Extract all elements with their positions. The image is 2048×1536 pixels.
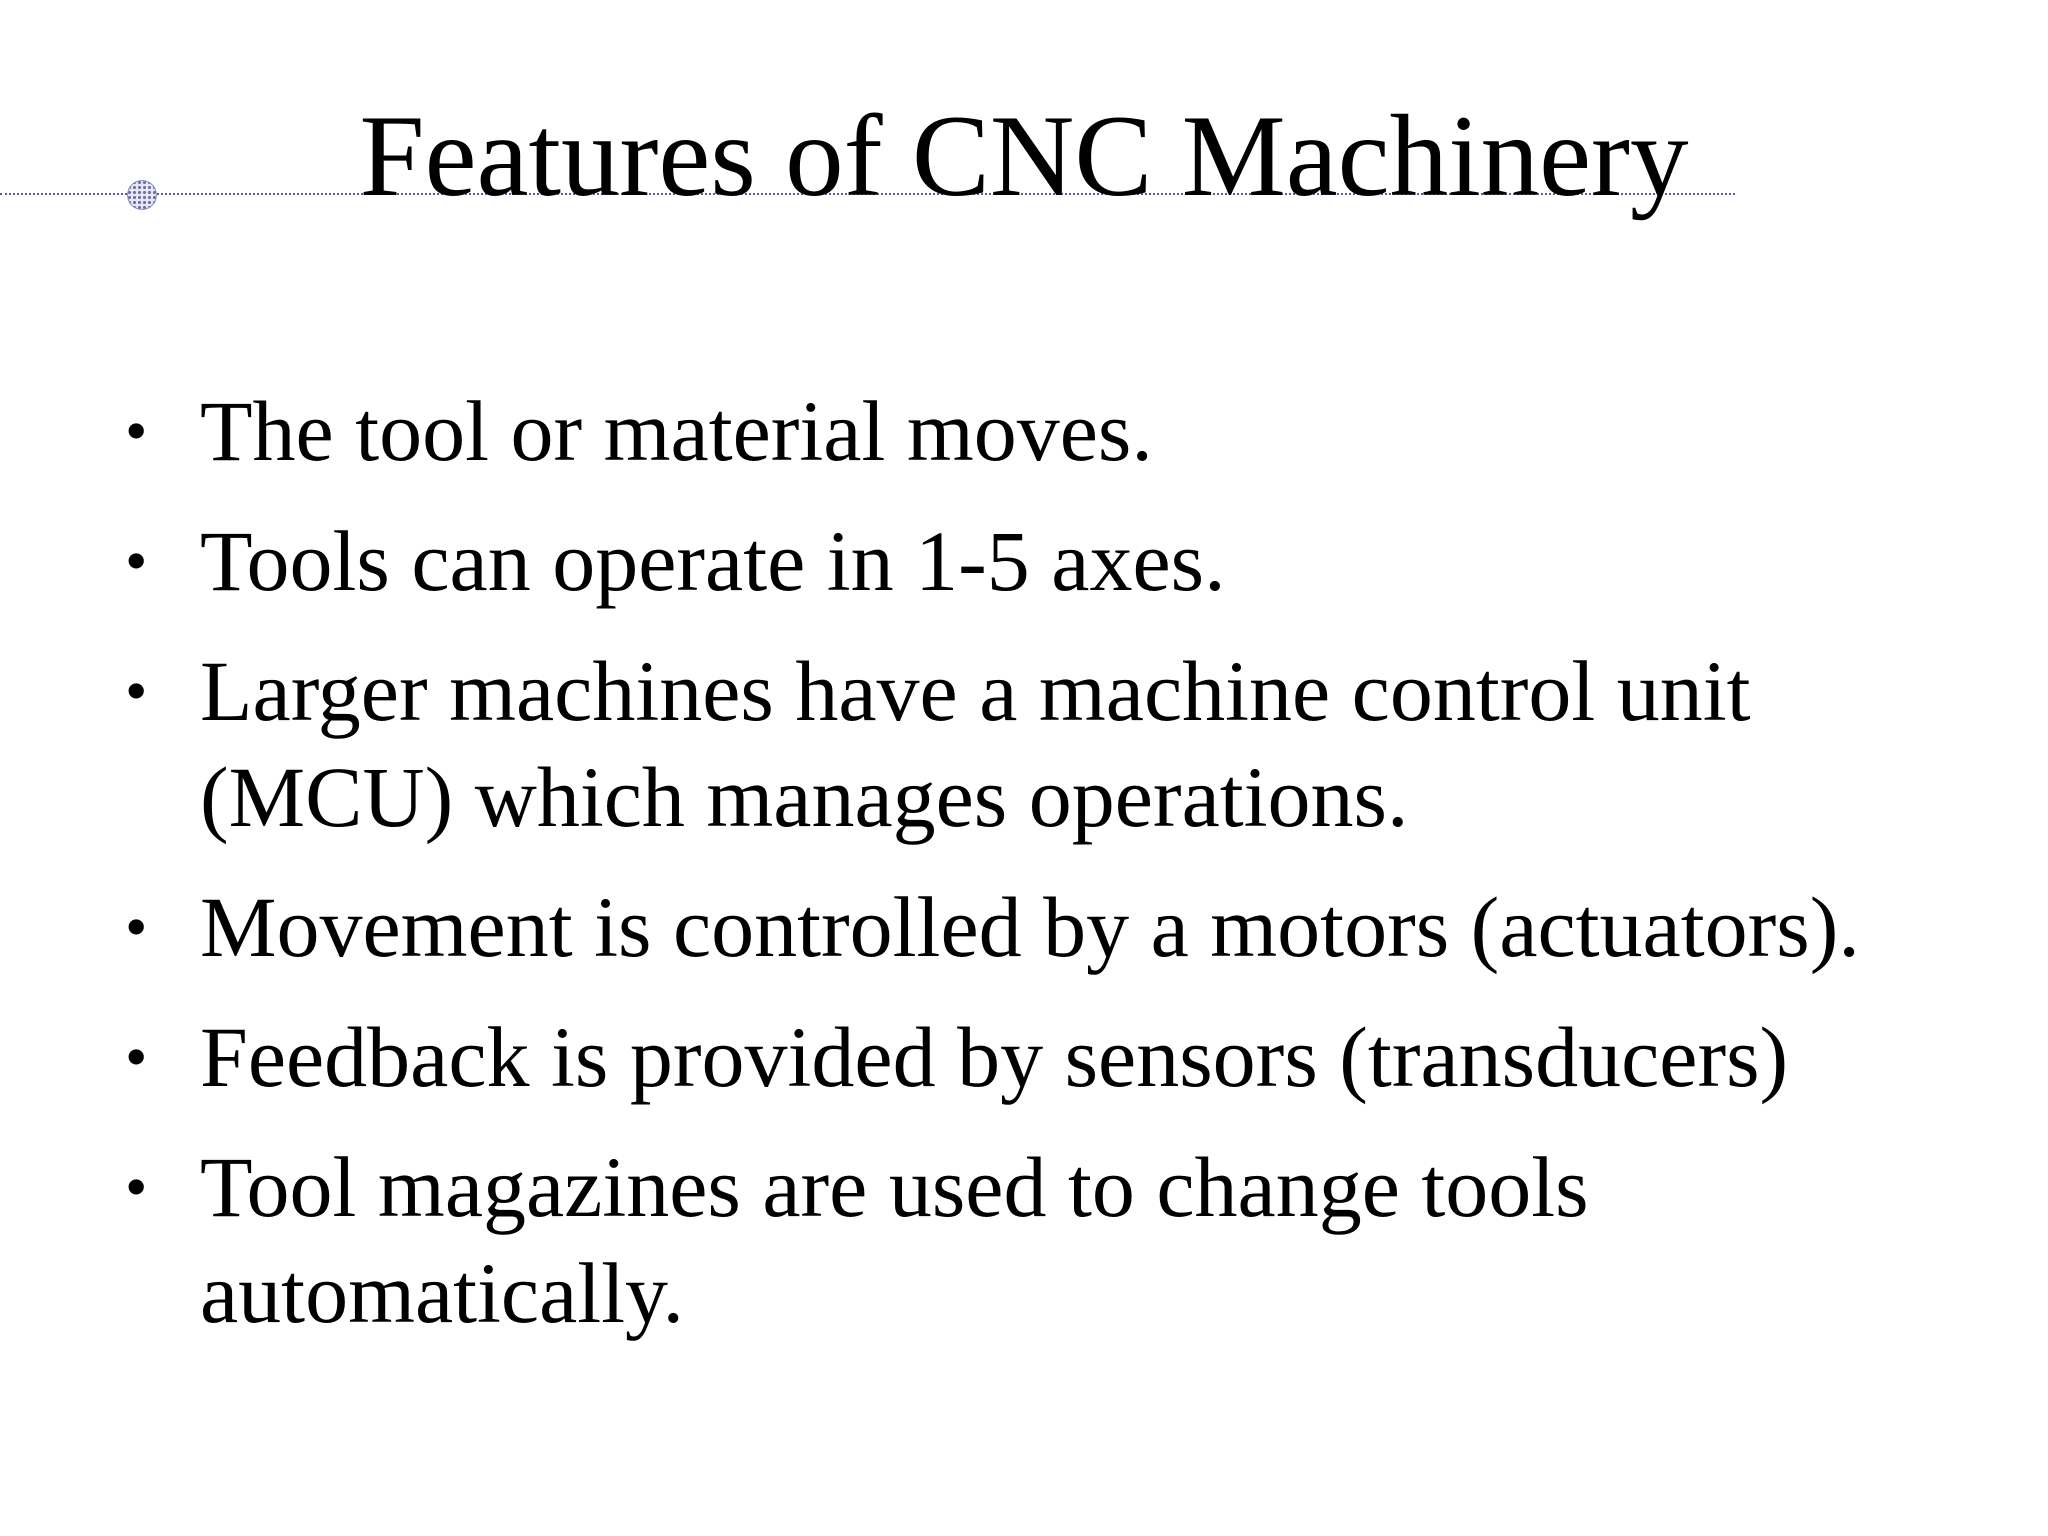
bullet-icon: • — [125, 1021, 148, 1092]
bullet-item — [0, 638, 2048, 850]
bullet-icon: • — [125, 1151, 148, 1222]
bullet-item — [0, 508, 2048, 614]
bullet-item — [0, 378, 2048, 484]
bullet-item — [0, 1134, 2048, 1346]
bullet-text: Tools can operate in 1-5 axes. — [200, 513, 1226, 609]
bullet-text: Feedback is provided by sensors (transducers) — [200, 1009, 1789, 1105]
bullet-item — [0, 1004, 2048, 1110]
slide-title: Features of CNC Machinery — [359, 92, 1689, 221]
bullet-text: Tool magazines are used to change tools automatically. — [200, 1139, 1589, 1341]
bullet-icon: • — [125, 395, 148, 466]
bullet-text: Movement is controlled by a motors (actuators). — [200, 879, 1860, 975]
bullet-text: The tool or material moves. — [200, 383, 1153, 479]
bullet-icon: • — [125, 525, 148, 596]
bullet-text: Larger machines have a machine control unit (MCU) which manages operations. — [200, 643, 1751, 845]
bullet-icon: • — [125, 655, 148, 726]
bullet-list — [0, 378, 2048, 1370]
bullet-icon: • — [125, 891, 148, 962]
bullet-item — [0, 874, 2048, 980]
